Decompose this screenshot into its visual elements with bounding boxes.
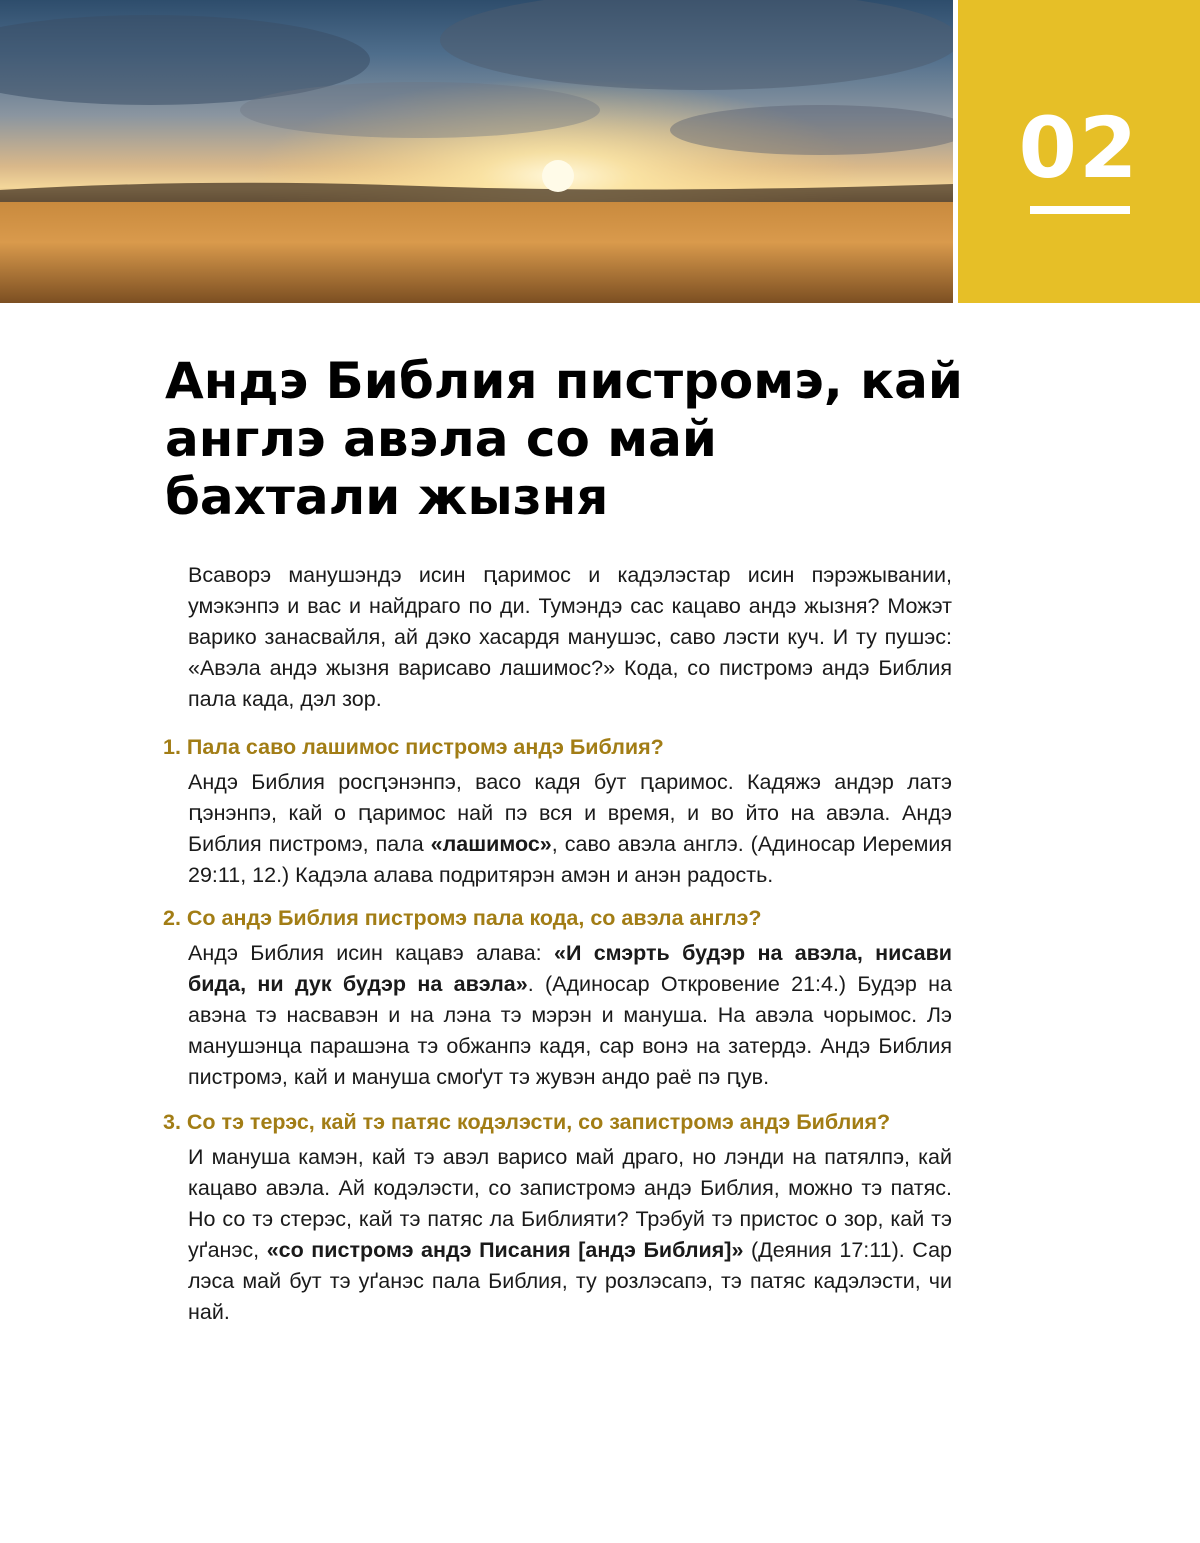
answer-1-text-end: , саво авэла англэ. (Адиносар Иеремия 29:11, 12.) Кадэла алава подритярэн амэн и анэн радость.	[188, 832, 952, 887]
intro-paragraph: Всаворэ манушэндэ исин ԥаримос и кадэлэстар исин пэрэжывании, умэкэнпэ и вас и найдраго по ди. Тумэндэ сас кацаво андэ жызня? Можэт варико занасвайля, ай дэко хасардя манушэс, саво лэсти куч. И ту пушэс: «Авэла андэ жызня варисаво лашимос?» Кода, со пистромэ андэ Библия пала када, дэл зор.	[188, 563, 952, 711]
chapter-number: 02	[1018, 99, 1140, 197]
answer-3-emphasis: «со пистромэ андэ Писания [андэ Библия]»	[266, 1238, 744, 1262]
answer-3	[188, 1142, 952, 1328]
answer-2-text: Андэ Библия исин кацавэ алава:	[188, 941, 554, 965]
question-1: 1. Пала саво лашимос пистромэ андэ Библия?	[163, 735, 664, 759]
answer-1	[188, 767, 952, 891]
landscape-illustration	[0, 0, 953, 303]
answer-1-emphasis: «лашимос»	[430, 832, 552, 856]
wheat-field	[0, 202, 953, 303]
question-3: 3. Со тэ терэс, кай тэ патяс кодэлэсти, со запистромэ андэ Библия?	[163, 1110, 891, 1134]
cloud	[240, 82, 600, 138]
answer-3-text-end: (Деяния 17:11). Сар лэса май бут тэ уґанэс пала Библия, ту розлэсапэ, тэ патяс кадэлэсти, чи най.	[188, 1238, 952, 1324]
answer-2-emphasis: «И смэрть будэр на авэла, нисави бида, ни дук будэр на авэла»	[188, 941, 952, 996]
answer-2-text-end: . (Адиносар Откровение 21:4.) Будэр на авэна тэ насвавэн и на лэна тэ мэрэн и мануша. На авэла чорымос. Лэ манушэнца парашэна тэ обжанпэ кадя, сар вонэ на затердэ. Андэ Библия пистромэ, кай и мануша смоґут тэ жувэн андо раё пэ ԥув.	[188, 972, 952, 1089]
sun	[542, 160, 574, 192]
answer-3-text: И мануша камэн, кай тэ авэл варисо май драго, но лэнди на патялпэ, кай кацаво авэла. Ай кодэлэсти, со запистромэ андэ Библия, можно тэ патяс. Но со тэ стерэс, кай тэ патяс ла Библияти? Трэбуй тэ пристос о зор, кай тэ уґанэс,	[188, 1145, 952, 1262]
hero-photo-wheat-field-sunset	[0, 0, 953, 303]
answer-2	[188, 938, 952, 1093]
chapter-badge	[958, 0, 1200, 303]
chapter-underline	[1030, 206, 1130, 214]
page-title: Андэ Библия пистромэ, кай англэ авэла со май бахтали жызня	[165, 352, 963, 526]
question-2: 2. Со андэ Библия пистромэ пала кода, со авэла англэ?	[163, 906, 762, 930]
answer-1-text: Андэ Библия росԥэнэнпэ, васо кадя бут ԥаримос. Кадяжэ андэр латэ ԥэнэнпэ, кай о ԥаримос най пэ вся и время, и во йто на авэла. Андэ Библия пистромэ, пала	[188, 770, 952, 856]
